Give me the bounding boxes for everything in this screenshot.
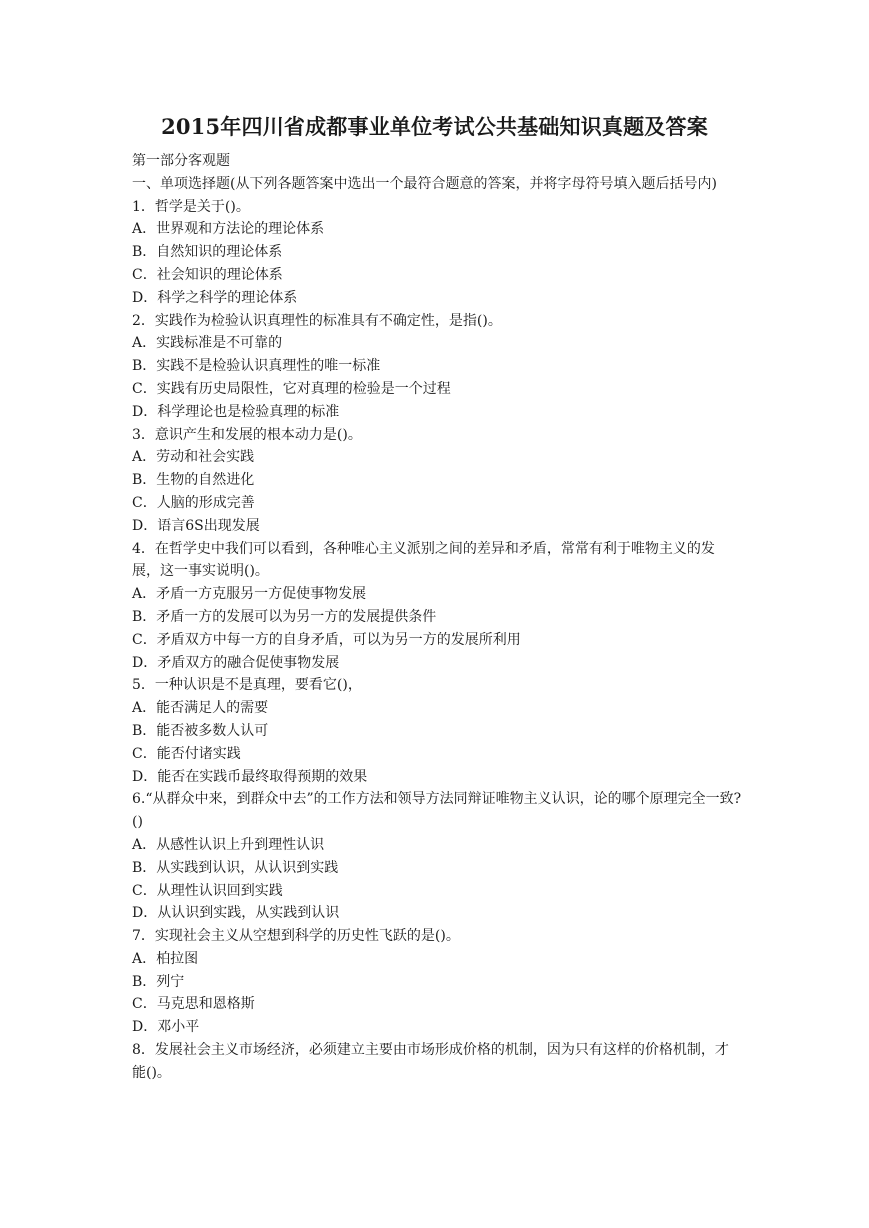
option-d: D．邓小平: [132, 1019, 200, 1036]
option-b: B．矛盾一方的发展可以为另一方的发展提供条件: [132, 608, 437, 625]
option-b: B．实践不是检验认识真理性的唯一标准: [132, 358, 381, 375]
option-d: D．能否在实践币最终取得预期的效果: [132, 768, 368, 785]
question-stem: 1．哲学是关于()。: [132, 198, 250, 215]
question-stem: 4．在哲学史中我们可以看到，各种唯心主义派别之间的差异和矛盾，常常有利于唯物主义的发展，这一事实说明()。: [132, 540, 715, 580]
option-b: B．列宁: [132, 973, 185, 990]
option-a: A．矛盾一方克服另一方促使事物发展: [132, 586, 367, 603]
question-stem: 5．一种认识是不是真理，要看它()，: [132, 677, 362, 694]
part-heading: 第一部分客观题: [132, 153, 230, 169]
question-5: [132, 674, 742, 788]
option-d: D．科学之科学的理论体系: [132, 289, 298, 306]
document-body: [132, 150, 742, 1085]
option-b: B．生物的自然进化: [132, 472, 255, 489]
option-b: B．从实践到认识，从认识到实践: [132, 859, 339, 876]
question-stem: 8．发展社会主义市场经济，必须建立主要由市场形成价格的机制，因为只有这样的价格机制，才能()。: [132, 1042, 729, 1081]
question-2: [132, 310, 742, 424]
question-8: [132, 1039, 742, 1085]
option-c: C．社会知识的理论体系: [132, 266, 283, 283]
option-c: C．实践有历史局限性，它对真理的检验是一个过程: [132, 380, 451, 397]
option-b: B．能否被多数人认可: [132, 722, 269, 739]
option-b: B．自然知识的理论体系: [132, 244, 283, 261]
question-stem: 3．意识产生和发展的根本动力是()。: [132, 426, 362, 443]
option-c: C．从理性认识回到实践: [132, 882, 283, 899]
question-7: [132, 925, 742, 1039]
question-6: [132, 788, 742, 925]
option-c: C．矛盾双方中每一方的自身矛盾，可以为另一方的发展所利用: [132, 631, 521, 648]
option-d: D．矛盾双方的融合促使事物发展: [132, 654, 340, 671]
question-stem: 6.“从群众中来，到群众中去”的工作方法和领导方法同辩证唯物主义认识，论的哪个原理完全一致?(): [132, 791, 742, 831]
option-a: A．实践标准是不可靠的: [132, 335, 283, 352]
option-d: D．科学理论也是检验真理的标准: [132, 403, 340, 420]
option-d: D．从认识到实践，从实践到认识: [132, 905, 340, 922]
option-a: A．世界观和方法论的理论体系: [132, 221, 325, 238]
document-title: 2015年四川省成都事业单位考试公共基础知识真题及答案: [161, 114, 708, 139]
question-stem: 7．实现社会主义从空想到科学的历史性飞跃的是()。: [132, 928, 460, 945]
option-c: C．能否付诸实践: [132, 745, 241, 762]
question-1: [132, 196, 742, 310]
section-heading: 一、单项选择题(从下列各题答案中选出一个最符合题意的答案，并将字母符号填入题后括号内): [132, 175, 717, 192]
question-3: [132, 424, 742, 538]
option-a: A．能否满足人的需要: [132, 700, 269, 717]
option-a: A．柏拉图: [132, 950, 199, 967]
question-stem: 2．实践作为检验认识真理性的标准具有不确定性，是指()。: [132, 312, 502, 329]
option-c: C．人脑的形成完善: [132, 494, 255, 511]
option-a: A．从感性认识上升到理性认识: [132, 836, 325, 853]
question-4: [132, 538, 742, 675]
option-d: D．语言6S出现发展: [132, 517, 260, 534]
option-c: C．马克思和恩格斯: [132, 996, 255, 1013]
option-a: A．劳动和社会实践: [132, 449, 255, 466]
